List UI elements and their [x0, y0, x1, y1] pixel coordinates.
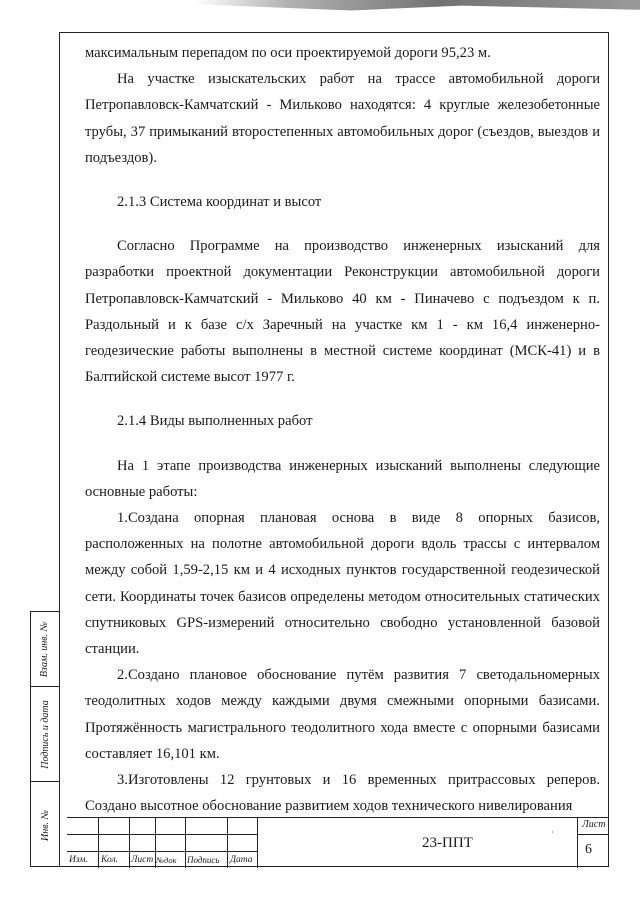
- sheet-number: 6: [585, 842, 592, 857]
- scan-edge-artifact: [195, 0, 640, 14]
- tb-label-kol: Кол.: [101, 855, 118, 865]
- tb-label-izm: Изм.: [69, 855, 88, 865]
- sheet-label: Лист: [582, 819, 606, 830]
- paragraph-5: 1.Создана опорная плановая основа в виде 8 опорных базисов, расположенных на полотне автомобильной дороги вдоль трассы с интервалом между собой 1,59-2,15 км и 4 исходных пунктов государственной геодезической сети. Координаты точек базисов определены методом относительных статических спутниковых GPS-измерений относительно свободно установленной базовой станции.: [85, 510, 600, 658]
- tb-label-signature: Подпись: [187, 855, 220, 865]
- margin-cell-inv-number: Инв. №: [39, 809, 51, 841]
- paragraph-6: 2.Создано плановое обоснование путём развития 7 светодальномерных теодолитных ходов между каждыми двумя смежными опорными базисами. Протяжённость магистрального теодолитного хода вместе с опорными базисами составляет 16,101 км.: [85, 667, 600, 762]
- margin-stamp: [30, 611, 59, 867]
- paragraph-1: максимальным перепадом по оси проектируемой дороги 95,23 м.: [85, 45, 491, 61]
- paragraph-3: Согласно Программе на производство инженерных изысканий для разработки проектной документации Реконструкции автомобильной дороги Петропавловск-Камчатский - Мильково 40 км - Пиначево с подъездом к п. Раздольный и к базе с/х Заречный на участке км 1 - км 16,4 инженерно-геодезические работы выполнены в местной системе координат (МСК-41) и в Балтийской системе высот 1977 г.: [85, 238, 600, 386]
- section-heading-2-1-4: 2.1.4 Виды выполненных работ: [117, 413, 313, 430]
- document-code: 23-ППТ: [422, 835, 473, 851]
- paragraph-2: На участке изыскательских работ на трассе автомобильной дороги Петропавловск-Камчатский - Мильково находятся: 4 круглые железобетонные трубы, 37 примыканий второстепенных автомобильных дорог (съездов, выездов и подъездов).: [85, 71, 600, 166]
- tb-label-date: Дата: [230, 855, 253, 865]
- scan-dot: ·: [551, 828, 554, 837]
- title-block: [67, 817, 609, 867]
- document-body: [85, 40, 600, 819]
- margin-cell-signature-date: Подпись и дата: [31, 687, 59, 782]
- tb-label-list: Лист: [131, 855, 154, 865]
- tb-label-ndok: №док: [156, 855, 177, 865]
- paragraph-4: На 1 этапе производства инженерных изысканий выполнены следующие основные работы:: [85, 457, 600, 500]
- section-heading-2-1-3: 2.1.3 Система координат и высот: [117, 194, 322, 211]
- margin-cell-replacement-inv: Взам. инв. №: [31, 612, 59, 687]
- paragraph-7: 3.Изготовлены 12 грунтовых и 16 временных притрассовых реперов. Создано высотное обоснование развитием ходов технического нивелирования: [85, 772, 600, 815]
